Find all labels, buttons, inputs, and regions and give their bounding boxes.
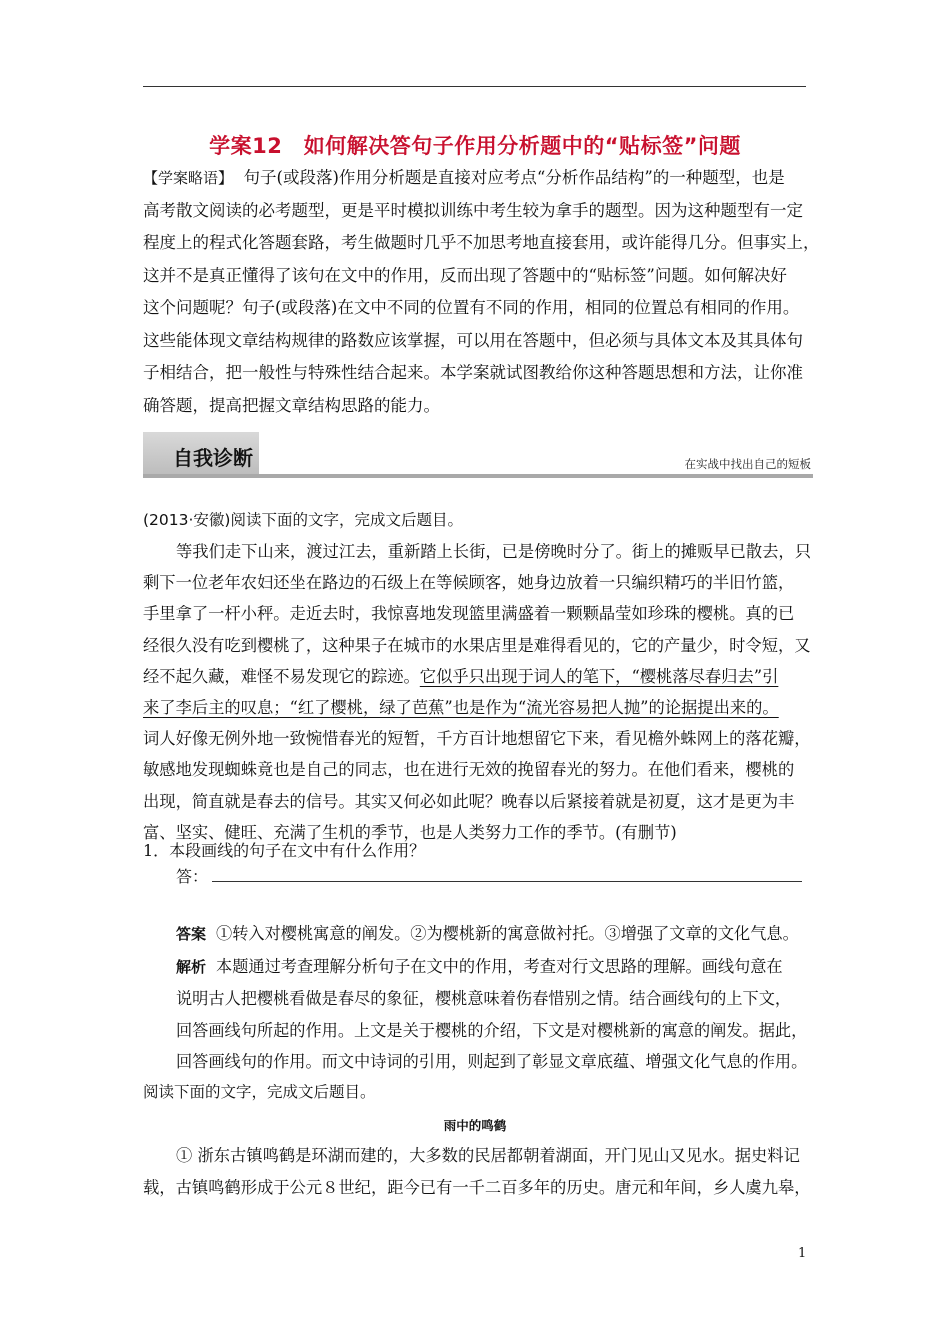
answer-text: ①转入对樱桃寓意的阐发。②为樱桃新的寓意做衬托。③增强了文章的文化气息。 — [216, 924, 799, 943]
analysis-line: 说明古人把樱桃看做是春尽的象征，樱桃意味着伤春惜别之情。结合画线句的上下文， — [176, 989, 792, 1008]
reading-passage-1 — [143, 536, 815, 848]
intro-line: 高考散文阅读的必考题型，更是平时模拟训练中考生较为拿手的题型。因为这种题型有一定 — [143, 200, 803, 220]
page-number: 1 — [798, 1246, 807, 1261]
answer-blank-line[interactable] — [212, 867, 802, 882]
passage-line: ① 浙东古镇鸣鹤是环湖而建的，大多数的民居都朝着湖面，开门见山又见水。据史料记 — [176, 1146, 800, 1165]
analysis-line: 回答画线句的作用。而文中诗词的引用，则起到了彰显文章底蕴、增强文化气息的作用。 — [176, 1052, 808, 1071]
page-title: 学案12 如何解决答句子作用分析题中的“贴标签”问题 — [209, 134, 741, 158]
underlined-sentence: 它似乎只出现于词人的笔下，“樱桃落尽春归去”引 — [419, 666, 779, 686]
intro-line: 这并不是真正懂得了该句在文中的作用，反而出现了答题中的“贴标签”问题。如何解决好 — [143, 265, 787, 285]
passage-2-title: 雨中的鸣鹤 — [443, 1118, 507, 1133]
question-intro-2: 阅读下面的文字，完成文后题目。 — [143, 1083, 376, 1101]
intro-line: 句子(或段落)作用分析题是直接对应考点“分析作品结构”的一种题型，也是 — [243, 168, 785, 187]
section-underline — [143, 474, 813, 478]
passage-line: 手里拿了一杆小秤。走近去时，我惊喜地发现篮里满盛着一颗颗晶莹如珍珠的樱桃。真的已 — [143, 604, 795, 624]
intro-line: 这些能体现文章结构规律的路数应该掌握，可以用在答题中，但必须与具体文本及其具体句 — [143, 330, 803, 350]
passage-line: 词人好像无例外地一致惋惜春光的短暂，千方百计地想留它下来，看见檐外蛛网上的落花瓣， — [143, 729, 811, 749]
answer-prompt: 答： — [176, 867, 209, 886]
section-header — [143, 432, 813, 478]
section-title: 自我诊断 — [173, 446, 253, 470]
answer-field[interactable] — [176, 864, 802, 887]
answer-label: 答案 — [176, 925, 207, 943]
reading-passage-2 — [143, 1140, 815, 1204]
intro-label: 【学案略语】 — [143, 169, 234, 187]
passage-line: 出现，简直就是春去的信号。其实又何必如此呢？晚春以后紧接着就是初夏，这才是更为丰 — [143, 791, 795, 811]
passage-line: 载，古镇鸣鹤形成于公元８世纪，距今已有一千二百多年的历史。唐元和年间，乡人虞九皋， — [143, 1178, 811, 1197]
intro-line: 这个问题呢？句子(或段落)在文中不同的位置有不同的作用，相同的位置总有相同的作用。 — [143, 298, 800, 317]
underlined-sentence: 来了李后主的叹息；“红了樱桃，绿了芭蕉”也是作为“流光容易把人抛”的论据提出来的。 — [143, 698, 779, 718]
passage-line: 剩下一位老年农妇还坐在路边的石级上在等候顾客，她身边放着一只编织精巧的半旧竹篮， — [143, 573, 795, 593]
intro-line: 子相结合，把一般性与特殊性结合起来。本学案就试图教给你这种答题思想和方法，让你准 — [143, 363, 803, 382]
header-rule — [143, 86, 806, 87]
answer-block — [176, 918, 821, 1078]
question-intro: (2013·安徽)阅读下面的文字，完成文后题目。 — [143, 511, 463, 529]
intro-line: 程度上的程式化答题套路，考生做题时几乎不加思考地直接套用，或许能得几分。但事实上， — [143, 233, 820, 252]
section-subtitle: 在实战中找出自己的短板 — [684, 457, 811, 471]
passage-line: 敏感地发现蜘蛛竟也是自己的同志，也在进行无效的挽留春光的努力。在他们看来，樱桃的 — [143, 760, 795, 780]
analysis-line: 回答画线句所起的作用。上文是关于樱桃的介绍，下文是对樱桃新的寓意的阐发。据此， — [176, 1020, 808, 1040]
passage-line: 经很久没有吃到樱桃了，这种果子在城市的水果店里是难得看见的，它的产量少，时令短，又 — [143, 635, 811, 655]
question-1: 1．本段画线的句子在文中有什么作用？ — [143, 841, 426, 860]
passage-line: 经不起久藏，难怪不易发现它的踪迹。 — [143, 666, 420, 686]
intro-line: 确答题，提高把握文章结构思路的能力。 — [143, 395, 440, 415]
analysis-label: 解析 — [176, 957, 207, 976]
analysis-line: 本题通过考查理解分析句子在文中的作用，考查对行文思路的理解。画线句意在 — [216, 956, 783, 976]
passage-line: 等我们走下山来，渡过江去，重新踏上长街，已是傍晚时分了。街上的摊贩早已散去，只 — [176, 542, 811, 561]
passage-line: 富、坚实、健旺、充满了生机的季节，也是人类努力工作的季节。(有删节) — [143, 822, 677, 842]
intro-paragraph — [143, 162, 820, 422]
